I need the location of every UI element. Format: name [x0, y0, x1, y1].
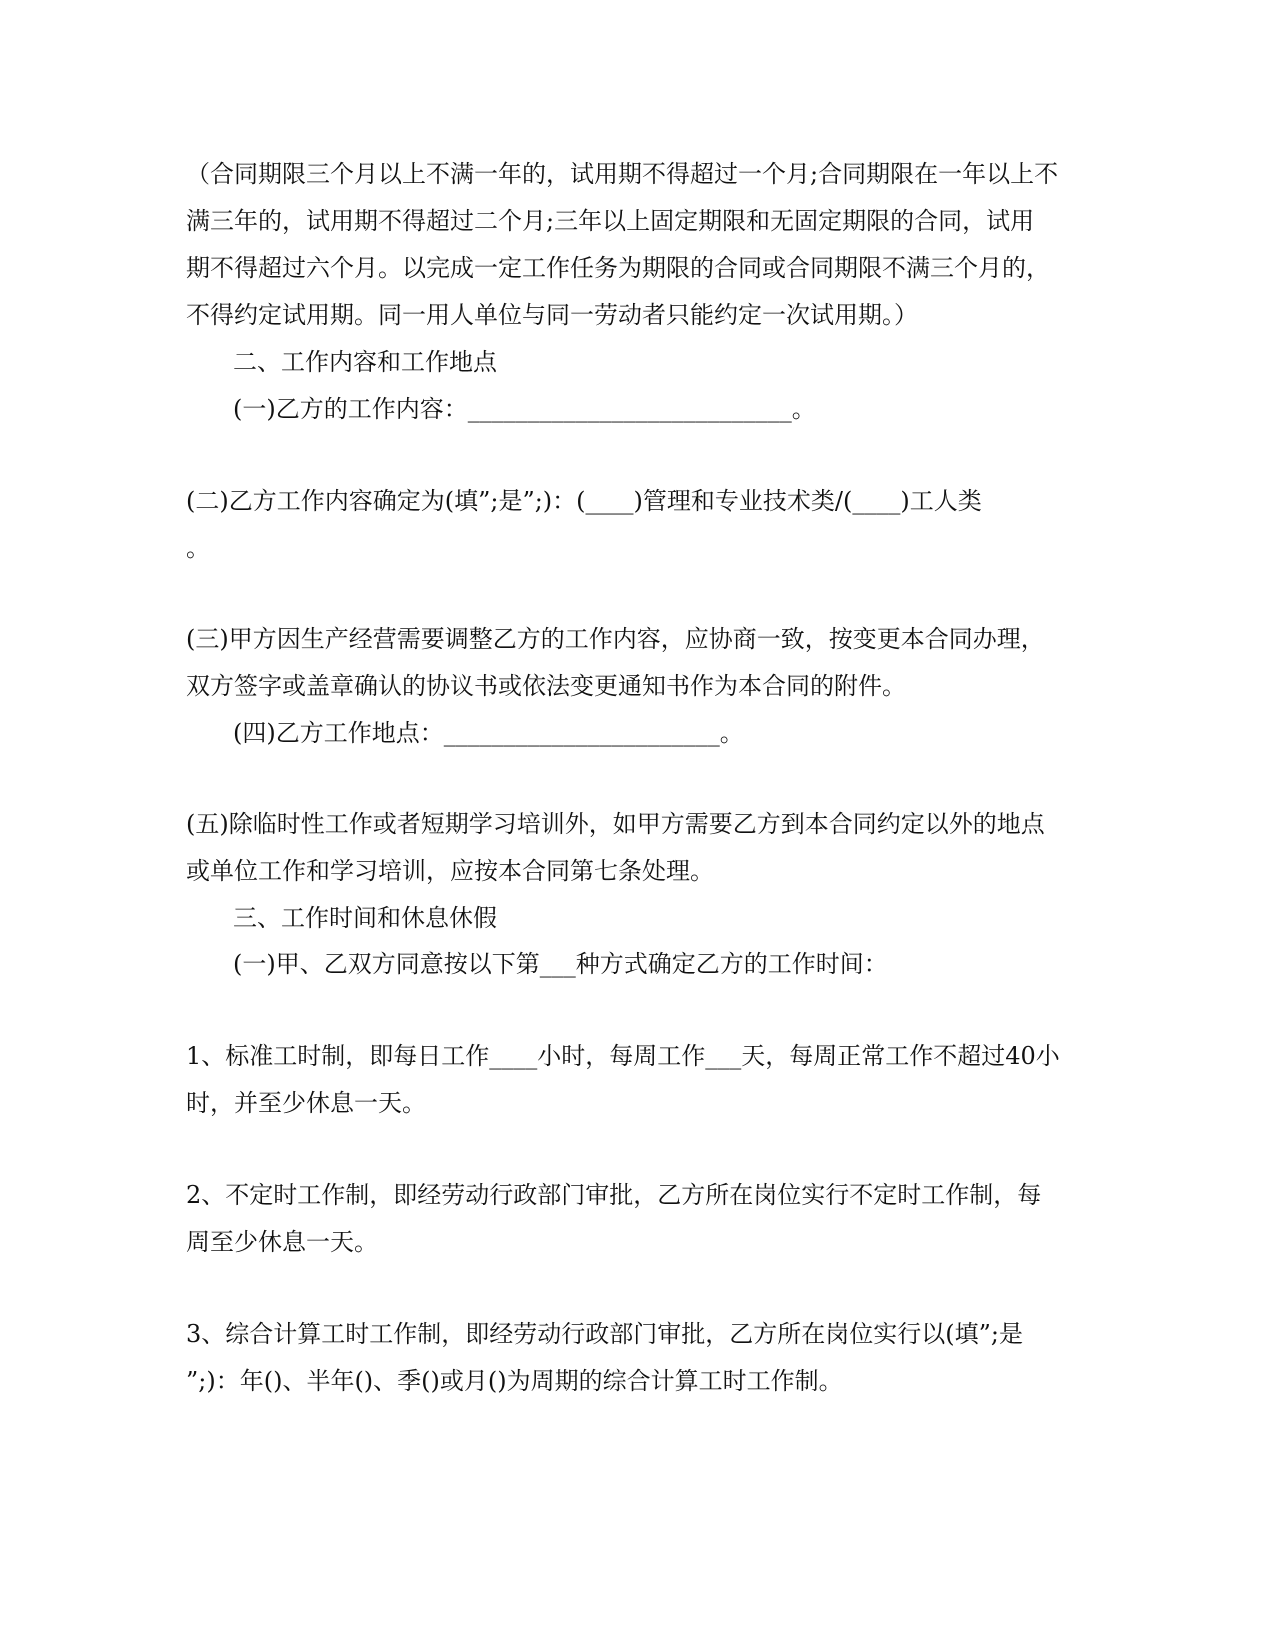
- text-line-work-time-method: (一)甲、乙双方同意按以下第___种方式确定乙方的工作时间：: [233, 950, 888, 978]
- text-line-probation-note-3: 期不得超过六个月。以完成一定工作任务为期限的合同或合同期限不满三个月的，: [186, 254, 1050, 282]
- text-line-work-location: (四)乙方工作地点：_______________________。: [233, 719, 744, 747]
- text-line-flexible-hours-1: 2、不定时工作制，即经劳动行政部门审批，乙方所在岗位实行不定时工作制，每: [186, 1181, 1042, 1209]
- section-heading-2: 二、工作内容和工作地点: [233, 348, 497, 376]
- text-line-training-2: 或单位工作和学习培训，应按本合同第七条处理。: [186, 857, 714, 885]
- text-line-comprehensive-hours-2: ”;)：年()、半年()、季()或月()为周期的综合计算工时工作制。: [186, 1367, 843, 1395]
- text-line-probation-note-4: 不得约定试用期。同一用人单位与同一劳动者只能约定一次试用期。）: [186, 301, 918, 329]
- text-line-comprehensive-hours-1: 3、综合计算工时工作制，即经劳动行政部门审批，乙方所在岗位实行以(填”;是: [186, 1320, 1023, 1348]
- text-line-standard-hours-1: 1、标准工时制，即每日工作____小时，每周工作___天，每周正常工作不超过40小: [186, 1042, 1060, 1070]
- text-line-probation-note-1: （合同期限三个月以上不满一年的，试用期不得超过一个月;合同期限在一年以上不: [186, 160, 1059, 188]
- text-line-work-content: (一)乙方的工作内容：___________________________。: [233, 395, 816, 423]
- text-line-training-1: (五)除临时性工作或者短期学习培训外，如甲方需要乙方到本合同约定以外的地点: [186, 810, 1045, 838]
- section-heading-3: 三、工作时间和休息休假: [233, 904, 497, 932]
- text-line-content-type: (二)乙方工作内容确定为(填”;是”;)：(____)管理和专业技术类/(____)工人类: [186, 487, 982, 515]
- text-line-adjust-2: 双方签字或盖章确认的协议书或依法变更通知书作为本合同的附件。: [186, 672, 906, 700]
- text-line-probation-note-2: 满三年的，试用期不得超过二个月;三年以上固定期限和无固定期限的合同，试用: [186, 207, 1035, 235]
- text-line-content-type-end: 。: [186, 534, 210, 562]
- text-line-adjust-1: (三)甲方因生产经营需要调整乙方的工作内容，应协商一致，按变更本合同办理，: [186, 625, 1045, 653]
- text-line-flexible-hours-2: 周至少休息一天。: [186, 1228, 378, 1256]
- text-line-standard-hours-2: 时，并至少休息一天。: [186, 1089, 426, 1117]
